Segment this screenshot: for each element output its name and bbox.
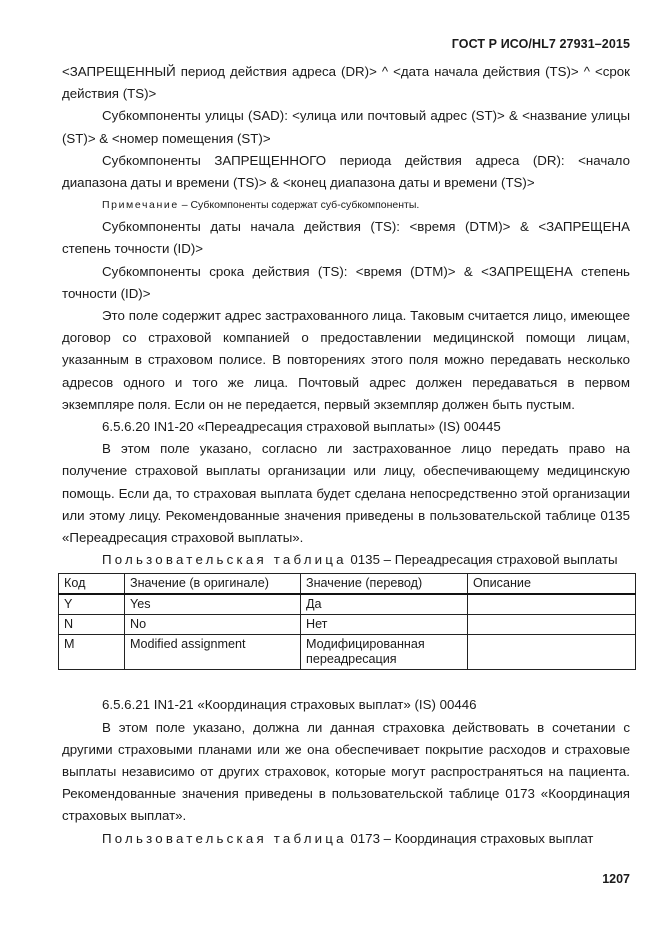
table-cell: N (59, 615, 125, 635)
table-cell: Yes (125, 594, 301, 615)
user-table-0135 (58, 573, 636, 670)
page-number: 1207 (602, 872, 630, 886)
paragraph: Субкомпоненты срока действия (TS): <время (DTM)> & <ЗАПРЕЩЕНА степень точности (ID)> (62, 263, 630, 301)
table-row (59, 594, 636, 615)
note (62, 194, 630, 216)
table-caption (62, 828, 630, 850)
document-header: ГОСТ Р ИСО/HL7 27931–2015 (451, 37, 630, 51)
table-cell: Модифицированная переадресация (301, 635, 468, 670)
table-cell (468, 635, 636, 670)
page-body (62, 61, 630, 850)
table-caption (62, 549, 630, 571)
table-cell (468, 594, 636, 615)
table-cell: M (59, 635, 125, 670)
paragraph: Это поле содержит адрес застрахованного лица. Таковым считается лицо, имеющее договор со страховой компанией о предоставлении медицинской помощи лицам, указанным в страховом полисе. В повторениях этого поля можно передавать несколько адресов одного и того же лица. Почтовый адрес должен передаваться в первом экземпляре поля. Если он не передается, первый экземпляр должен быть пустым. (62, 308, 630, 412)
note-label: Примечание (102, 199, 179, 212)
paragraph: Субкомпоненты ЗАПРЕЩЕННОГО периода действия адреса (DR): <начало диапазона даты и времени (TS)> & <конец диапазона даты и времени (TS)> (62, 152, 630, 191)
column-header: Описание (468, 574, 636, 595)
table-caption-label: Пользовательская таблица (102, 830, 347, 846)
table-caption-label: Пользовательская таблица (102, 552, 347, 568)
table-row (59, 615, 636, 635)
table-cell: Нет (301, 615, 468, 635)
paragraph: <ЗАПРЕЩЕННЫЙ период действия адреса (DR)> ^ <дата начала действия (TS)> ^ <срок действия (TS)> (62, 64, 630, 102)
table-cell: Modified assignment (125, 635, 301, 670)
section-heading: 6.5.6.21 IN1-21 «Координация страховых выплат» (IS) 00446 (102, 697, 477, 713)
table-caption-text: 0173 – Координация страховых выплат (346, 830, 594, 846)
table-cell (468, 615, 636, 635)
paragraph: Субкомпоненты даты начала действия (TS): <время (DTM)> & <ЗАПРЕЩЕНА степень точности (ID)> (62, 219, 630, 257)
table-row (59, 635, 636, 670)
paragraph: В этом поле указано, должна ли данная страховка действовать в сочетании с другими страховыми планами или же она обеспечивает покрытие расходов и страховые выплаты независимо от других страховок, которые могут распространяться на пациента. Рекомендованные значения приведены в пользовательской таблице 0173 «Координация страховых выплат». (62, 719, 630, 824)
paragraph: Субкомпоненты улицы (SAD): <улица или почтовый адрес (ST)> & <название улицы (ST)> & <номер помещения (ST)> (62, 108, 630, 146)
table-caption-text: 0135 – Переадресация страховой выплаты (346, 552, 618, 568)
table-cell: Y (59, 594, 125, 615)
column-header: Значение (в оригинале) (125, 574, 301, 595)
section-heading: 6.5.6.20 IN1-20 «Переадресация страховой выплаты» (IS) 00445 (102, 419, 501, 435)
table-header-row (59, 574, 636, 595)
paragraph: В этом поле указано, согласно ли застрахованное лицо передать право на получение страховой выплаты организации или лицу, обеспечивающему медицинскую помощь. Если да, то страховая выплата будет сделана непосредственно этой организации или этому лицу. Рекомендованные значения приведены в пользовательской таблице 0135 «Переадресация страховой выплаты». (62, 441, 630, 546)
table-cell: No (125, 615, 301, 635)
table-cell: Да (301, 594, 468, 615)
spacer (62, 670, 630, 694)
column-header: Значение (перевод) (301, 574, 468, 595)
note-text: – Субкомпоненты содержат суб-субкомпоненты. (178, 199, 420, 212)
column-header: Код (59, 574, 125, 595)
